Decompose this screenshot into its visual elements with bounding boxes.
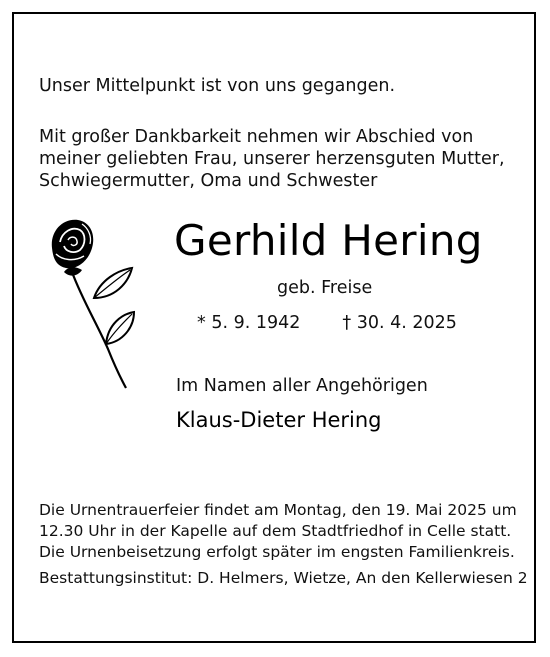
ceremony-line: Die Urnenbeisetzung erfolgt später im engsten Familienkreis.	[39, 543, 515, 561]
birth-name: geb. Freise	[277, 278, 373, 298]
farewell-line: meiner geliebten Frau, unserer herzensguten Mutter,	[39, 149, 505, 169]
ceremony-notice	[39, 500, 517, 563]
farewell-line: Schwiegermutter, Oma und Schwester	[39, 171, 378, 191]
life-dates	[197, 313, 457, 333]
death-date: † 30. 4. 2025	[342, 313, 457, 333]
farewell-text	[39, 126, 505, 192]
ceremony-line: 12.30 Uhr in der Kapelle auf dem Stadtfriedhof in Celle statt.	[39, 522, 512, 540]
farewell-line: Mit großer Dankbarkeit nehmen wir Abschied von	[39, 127, 474, 147]
obituary-frame	[12, 12, 536, 643]
ceremony-line: Die Urnentrauerfeier findet am Montag, den 19. Mai 2025 um	[39, 501, 517, 519]
undertaker-info: Bestattungsinstitut: D. Helmers, Wietze, An den Kellerwiesen 2	[39, 569, 528, 587]
deceased-name: Gerhild Hering	[174, 216, 483, 265]
signer-name: Klaus-Dieter Hering	[176, 408, 382, 432]
rose-icon	[42, 214, 162, 390]
birth-date: * 5. 9. 1942	[197, 313, 301, 333]
intro-text: Unser Mittelpunkt ist von uns gegangen.	[39, 76, 396, 96]
on-behalf-text: Im Namen aller Angehörigen	[176, 376, 428, 396]
